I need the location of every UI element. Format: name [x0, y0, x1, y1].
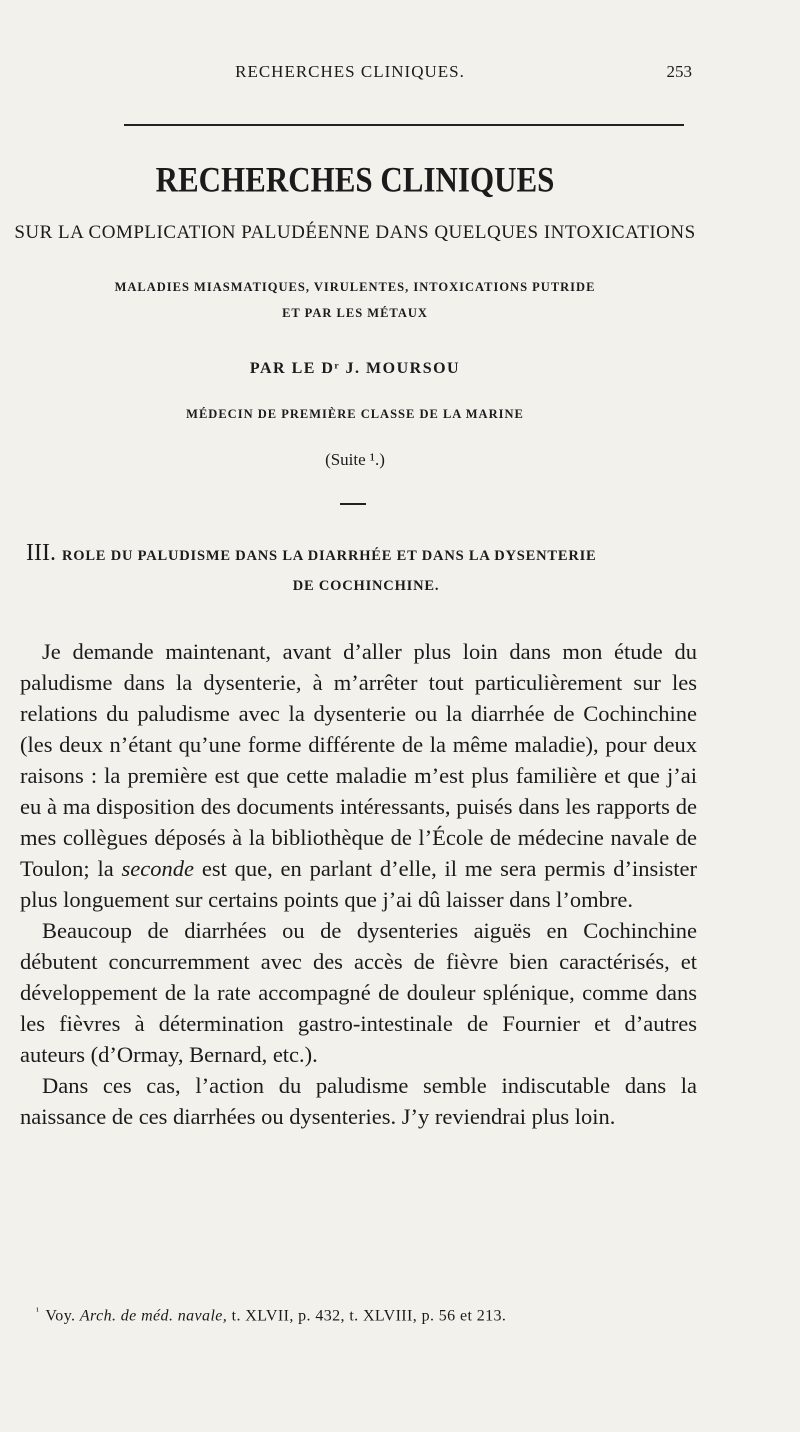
paragraph-3: Dans ces cas, l’action du paludisme semble indiscutable dans la naissance de ces diarrhées ou dysenteries. J’y reviendrai plus loin.: [20, 1073, 697, 1129]
subtitle-line-2: ET PAR LES MÉTAUX: [282, 306, 428, 320]
paragraph-1: [20, 636, 697, 915]
running-header: [0, 62, 800, 88]
continuation-note: (Suite ¹.): [325, 450, 385, 469]
footnote-refs: t. XLVII, p. 432, t. XLVIII, p. 56 et 213.: [231, 1307, 507, 1325]
page-number: 253: [666, 62, 692, 81]
section-heading-line-1: ROLE DU PALUDISME DANS LA DIARRHÉE ET DANS LA DYSENTERIE: [61, 548, 597, 564]
paragraph-2: Beaucoup de diarrhées ou de dysenteries aiguës en Cochinchine débutent concurremment avec des accès de fièvre bien caractérisés, et développement de la rate accompagné de douleur splénique, comme dans les fièvres à détermination gastro-intestinale de Fournier et d’autres auteurs (d’Ormay, Bernard, etc.).: [20, 918, 697, 1067]
author-rank: MÉDECIN DE PREMIÈRE CLASSE DE LA MARINE: [186, 407, 524, 421]
italic-word: seconde: [121, 856, 195, 881]
paragraph-1-text-b: est que, en parlant d’elle, il me sera permis d’insister plus longuement sur certains points que j’ai dû laisser dans l’ombre.: [20, 856, 697, 912]
section-number: III.: [26, 540, 56, 566]
footnote-journal: Arch. de méd. navale,: [79, 1307, 228, 1325]
paragraph-1-text-a: Je demande maintenant, avant d’aller plus loin dans mon étude du paludisme dans la dysenterie, à m’arrêter tout particulièrement sur les relations du paludisme avec la dysenterie ou la diarrhée de Cochinchine (les deux n’étant qu’une forme différente de la même maladie), pour deux raisons : la première est que cette maladie m’est plus familière et que j’ai eu à ma disposition des documents intéressants, puisés dans les rapports de mes collègues déposés à la bibliothèque de l’École de médecine navale de Toulon; la: [20, 639, 697, 881]
section-heading-line-2: DE COCHINCHINE.: [292, 578, 440, 594]
article-subtitle: SUR LA COMPLICATION PALUDÉENNE DANS QUELQUES INTOXICATIONS: [14, 222, 696, 243]
footnote: [36, 1306, 716, 1325]
footnote-mark: ¹: [36, 1306, 40, 1317]
running-title: RECHERCHES CLINIQUES.: [235, 62, 465, 81]
author-byline: PAR LE Dʳ J. MOURSOU: [249, 360, 461, 377]
body-text: [20, 636, 697, 1132]
article-title: RECHERCHES CLINIQUES: [155, 159, 555, 200]
section-heading: [26, 538, 706, 601]
header-rule: [124, 124, 684, 126]
subtitle-line-1: MALADIES MIASMATIQUES, VIRULENTES, INTOXICATIONS PUTRIDE: [114, 280, 596, 294]
footnote-voy: Voy.: [45, 1307, 76, 1325]
section-divider: [340, 503, 366, 505]
